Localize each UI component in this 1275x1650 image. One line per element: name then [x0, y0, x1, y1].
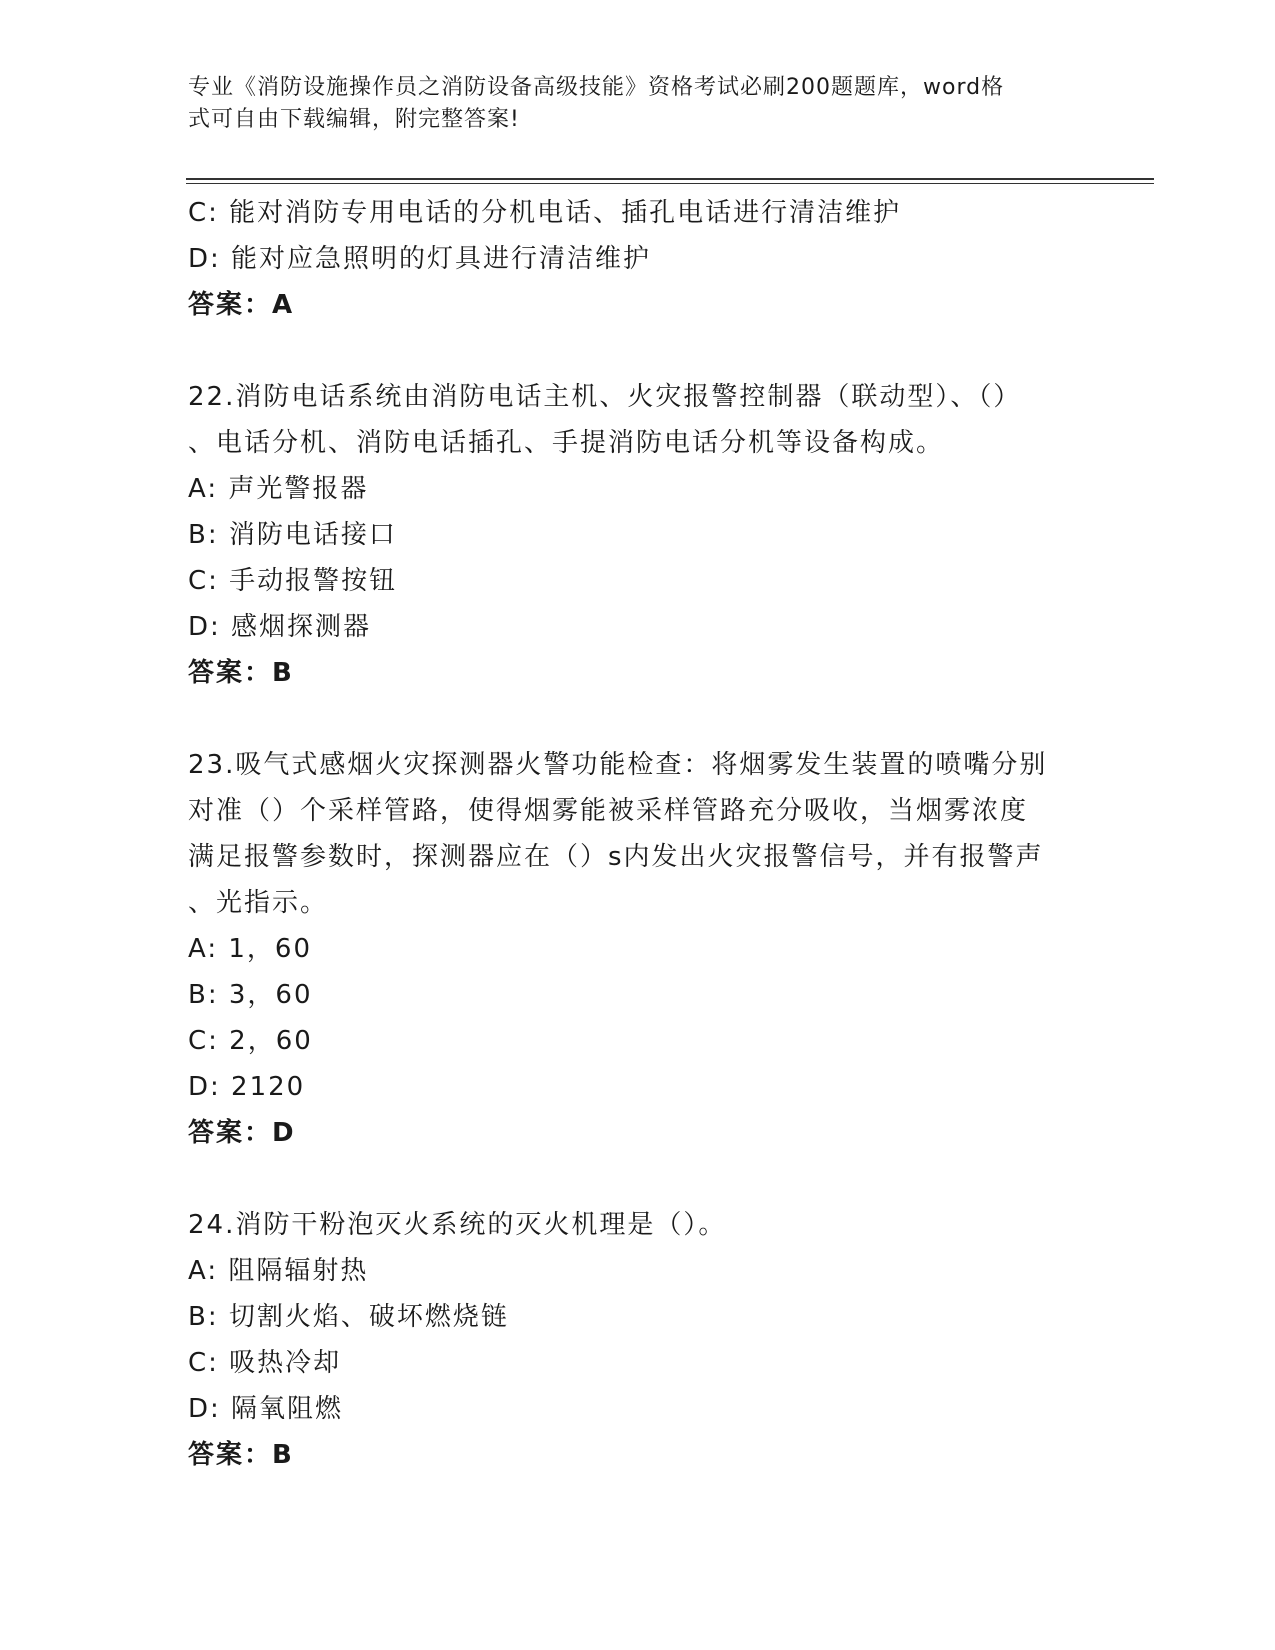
question-stem-line: 满足报警参数时，探测器应在（）s内发出火灾报警信号，并有报警声: [188, 842, 1044, 872]
header-line-2: 式可自由下载编辑，附完整答案!: [188, 107, 520, 132]
question-stem-line: 对准（）个采样管路，使得烟雾能被采样管路充分吸收，当烟雾浓度: [188, 796, 1029, 826]
spacer: [188, 696, 1088, 742]
option-d: D: 感烟探测器: [188, 612, 372, 642]
question-stem-line: 23.吸气式感烟火灾探测器火警功能检查：将烟雾发生装置的喷嘴分别: [188, 750, 1048, 780]
option-b: B: 切割火焰、破坏燃烧链: [188, 1302, 509, 1332]
option-c: C: 2，60: [188, 1026, 313, 1056]
document-header: [188, 72, 1088, 136]
answer-line: 答案：B: [188, 658, 294, 688]
document-body: [188, 190, 1088, 1478]
header-divider-thin: [186, 183, 1154, 184]
question-23: [188, 742, 1088, 1156]
question-stem-line: 、光指示。: [188, 888, 329, 918]
spacer: [188, 1156, 1088, 1202]
question-stem-line: 22.消防电话系统由消防电话主机、火灾报警控制器（联动型）、（）: [188, 382, 1022, 412]
option-c: C: 能对消防专用电话的分机电话、插孔电话进行清洁维护: [188, 198, 902, 228]
option-d: D: 能对应急照明的灯具进行清洁维护: [188, 244, 652, 274]
question-22: [188, 374, 1088, 696]
option-a: A: 1，60: [188, 934, 312, 964]
option-c: C: 手动报警按钮: [188, 566, 398, 596]
question-24: [188, 1202, 1088, 1478]
answer-line: 答案：A: [188, 290, 295, 320]
option-a: A: 声光警报器: [188, 474, 369, 504]
question-stem-line: 24.消防干粉泡灭火系统的灭火机理是（）。: [188, 1210, 727, 1240]
spacer: [188, 328, 1088, 374]
option-d: D: 2120: [188, 1072, 306, 1102]
question-21-continued: [188, 190, 1088, 328]
option-d: D: 隔氧阻燃: [188, 1394, 344, 1424]
option-b: B: 3，60: [188, 980, 313, 1010]
option-c: C: 吸热冷却: [188, 1348, 342, 1378]
answer-line: 答案：D: [188, 1118, 296, 1148]
header-divider-thick: [186, 178, 1154, 180]
option-a: A: 阻隔辐射热: [188, 1256, 369, 1286]
option-b: B: 消防电话接口: [188, 520, 397, 550]
question-stem-line: 、电话分机、消防电话插孔、手提消防电话分机等设备构成。: [188, 428, 945, 458]
header-line-1: 专业《消防设施操作员之消防设备高级技能》资格考试必刷200题题库，word格: [188, 75, 1005, 100]
answer-line: 答案：B: [188, 1440, 294, 1470]
